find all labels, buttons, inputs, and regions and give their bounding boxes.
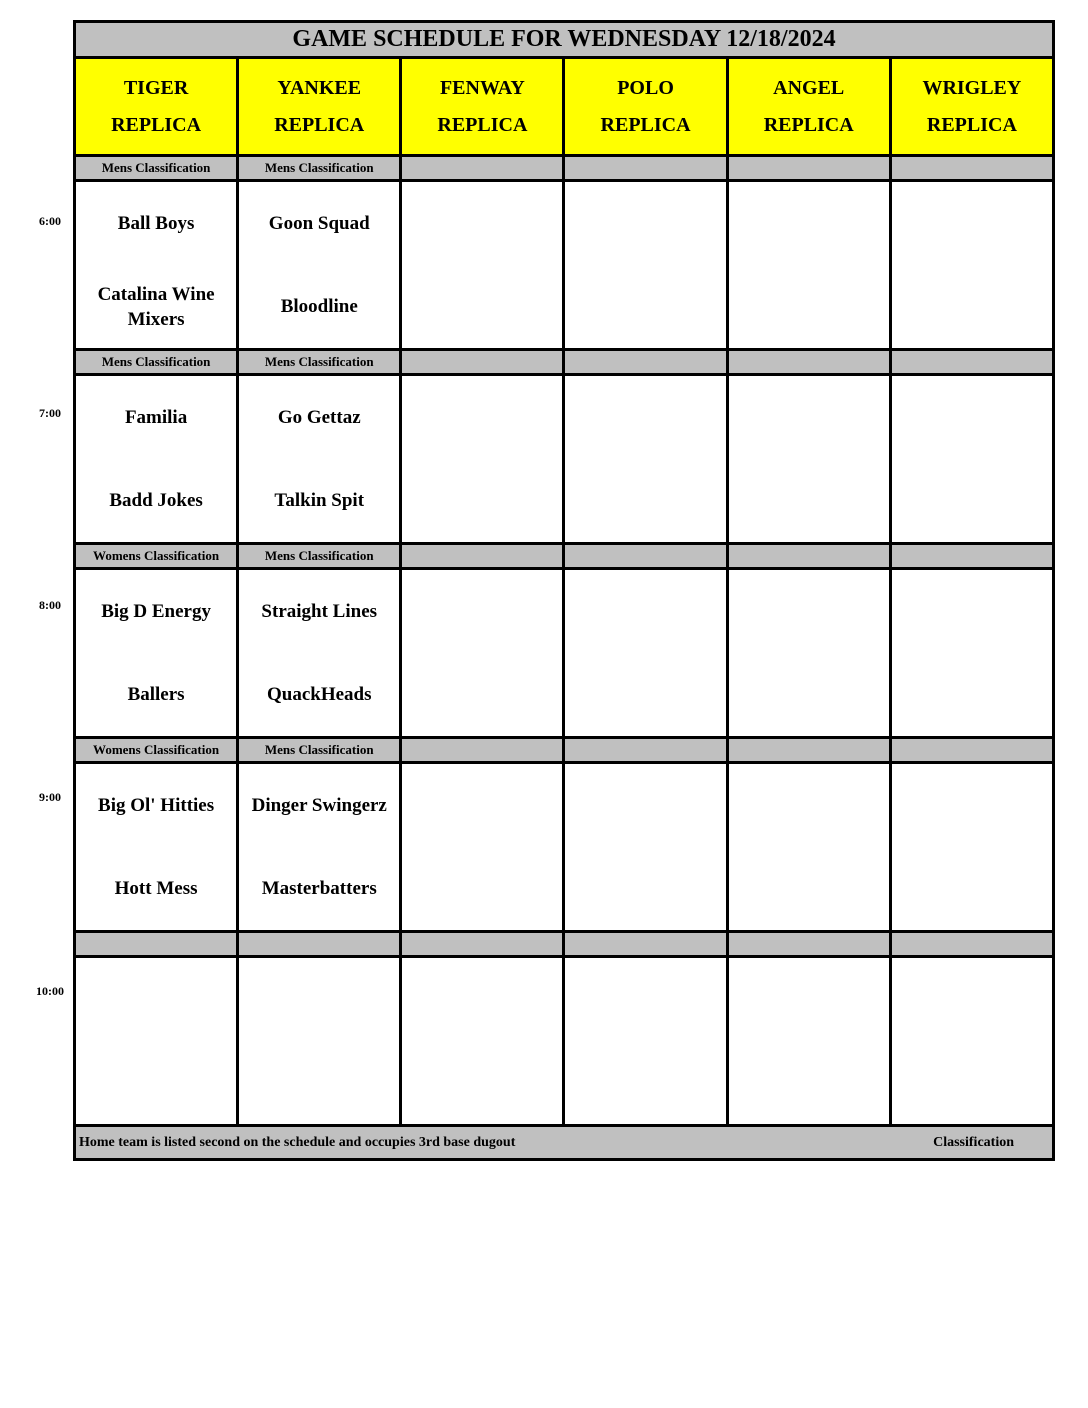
game-cell [238,181,401,350]
field-name: ANGEL [773,76,845,99]
home-team [729,847,889,930]
classification-cell [727,350,890,375]
classification-cell [564,350,727,375]
footer-row [75,1126,1054,1160]
game-cell [401,181,564,350]
game-cell [890,181,1053,350]
away-team: Dinger Swingerz [251,795,387,816]
home-team [892,653,1052,736]
field-type: REPLICA [274,113,365,136]
home-team [402,265,562,348]
classification-cell [564,544,727,569]
field-header-tiger [75,58,238,156]
home-team [892,459,1052,542]
classification-cell [401,738,564,763]
away-team [892,958,1052,1041]
time-label: 8:00 [39,598,61,612]
game-cell [564,957,727,1126]
field-type: REPLICA [926,113,1017,136]
away-team [729,376,889,459]
classification-cell [75,932,238,957]
away-team: Big Ol' Hitties [98,795,215,816]
classification-cell [890,738,1053,763]
home-team: Masterbatters [261,878,377,899]
footer-label: Classification [933,1134,1014,1150]
classification-row [75,544,1054,569]
classification-row [75,738,1054,763]
game-row [75,957,1054,1126]
home-team: Ballers [127,684,185,705]
home-team [76,1041,236,1124]
away-team: Familia [124,407,188,428]
classification-row [75,156,1054,181]
field-name: POLO [617,76,674,99]
footer-note: Home team is listed second on the schedule and occupies 3rd base dugout [79,1134,516,1150]
game-cell [75,569,238,738]
game-cell [401,957,564,1126]
classification-cell: Womens Classification [75,738,238,763]
away-team [892,376,1052,459]
away-team: Go Gettaz [277,407,361,428]
game-row [75,569,1054,738]
classification-cell [890,156,1053,181]
schedule-title: GAME SCHEDULE FOR WEDNESDAY 12/18/2024 [75,22,1054,58]
classification-cell [727,738,890,763]
game-cell [401,569,564,738]
game-cell [401,763,564,932]
away-team [565,570,725,653]
away-team [565,764,725,847]
home-team [402,459,562,542]
game-cell [238,375,401,544]
away-team [239,958,399,1041]
classification-cell [727,156,890,181]
home-team [892,1041,1052,1124]
home-team: Badd Jokes [109,490,203,511]
away-team [402,182,562,265]
game-cell [75,181,238,350]
away-team [565,958,725,1041]
home-team: Bloodline [280,296,358,317]
classification-cell: Mens Classification [238,156,401,181]
home-team [729,265,889,348]
field-name: WRIGLEY [922,76,1022,99]
home-team: Catalina Wine Mixers [97,283,215,330]
time-label: 10:00 [36,984,64,998]
game-cell [727,957,890,1126]
field-header-angel [727,58,890,156]
field-type: REPLICA [111,113,202,136]
field-header-yankee [238,58,401,156]
field-header-polo [564,58,727,156]
field-type: REPLICA [437,113,528,136]
game-cell [75,375,238,544]
game-cell [890,763,1053,932]
time-label: 9:00 [39,790,61,804]
away-team: Goon Squad [268,213,370,234]
home-team [239,1041,399,1124]
away-team [565,376,725,459]
classification-cell: Mens Classification [238,350,401,375]
away-team [402,958,562,1041]
home-team [402,1041,562,1124]
game-cell [75,957,238,1126]
classification-cell: Mens Classification [75,350,238,375]
classification-cell: Mens Classification [238,544,401,569]
game-cell [564,569,727,738]
home-team [729,459,889,542]
away-team [76,958,236,1041]
home-team [565,1041,725,1124]
classification-row [75,350,1054,375]
home-team [892,847,1052,930]
game-cell [890,957,1053,1126]
classification-cell [564,932,727,957]
field-type: REPLICA [600,113,691,136]
field-name: TIGER [123,76,189,99]
game-cell [564,181,727,350]
game-row [75,375,1054,544]
away-team [402,570,562,653]
away-team [892,182,1052,265]
game-cell [75,763,238,932]
field-header-row [75,58,1054,156]
time-label: 6:00 [39,214,61,228]
field-name: YANKEE [277,76,362,99]
home-team [402,847,562,930]
home-team [729,653,889,736]
away-team [729,958,889,1041]
away-team: Ball Boys [117,213,195,234]
home-team [729,1041,889,1124]
away-team [892,570,1052,653]
game-cell [238,569,401,738]
away-team [565,182,725,265]
classification-cell: Mens Classification [75,156,238,181]
game-cell [727,181,890,350]
home-team [565,459,725,542]
away-team [729,570,889,653]
schedule-table [73,20,1055,1161]
classification-cell [401,544,564,569]
away-team [892,764,1052,847]
game-row [75,181,1054,350]
time-label: 7:00 [39,406,61,420]
home-team [565,265,725,348]
home-team [565,847,725,930]
field-header-wrigley [890,58,1053,156]
game-cell [401,375,564,544]
game-cell [564,375,727,544]
game-cell [564,763,727,932]
home-team: Talkin Spit [274,490,365,511]
field-type: REPLICA [763,113,854,136]
classification-cell [401,350,564,375]
field-header-fenway [401,58,564,156]
classification-cell: Womens Classification [75,544,238,569]
footer-cell [75,1126,1054,1160]
away-team [729,764,889,847]
away-team [402,764,562,847]
classification-cell [890,544,1053,569]
title-row [75,22,1054,58]
away-team: Big D Energy [101,601,211,622]
game-cell [238,763,401,932]
classification-cell [727,544,890,569]
home-team: QuackHeads [266,684,372,705]
classification-cell [401,932,564,957]
home-team [892,265,1052,348]
away-team [402,376,562,459]
classification-row [75,932,1054,957]
classification-cell [890,932,1053,957]
game-row [75,763,1054,932]
home-team [565,653,725,736]
away-team: Straight Lines [261,601,378,622]
classification-cell [564,156,727,181]
game-cell [727,569,890,738]
home-team [402,653,562,736]
game-cell [727,763,890,932]
game-cell [238,957,401,1126]
classification-cell [401,156,564,181]
home-team: Hott Mess [114,878,198,899]
game-cell [890,375,1053,544]
classification-cell [564,738,727,763]
game-cell [890,569,1053,738]
classification-cell [238,932,401,957]
field-name: FENWAY [439,76,525,99]
classification-cell [727,932,890,957]
classification-cell [890,350,1053,375]
classification-cell: Mens Classification [238,738,401,763]
game-cell [727,375,890,544]
away-team [729,182,889,265]
